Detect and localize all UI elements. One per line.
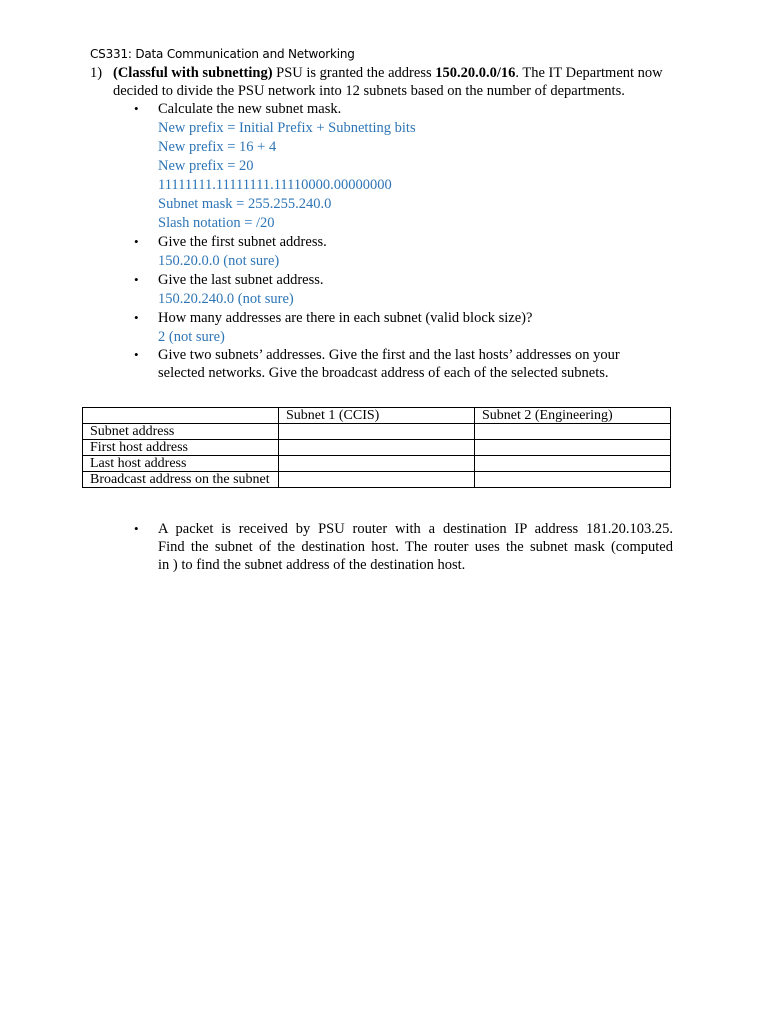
item-5-line-2: selected networks. Give the broadcast address of each of the selected subnets. [158,365,609,381]
table-cell[interactable] [279,440,475,456]
bullet-icon: • [134,347,139,362]
item-3-prompt: Give the last subnet address. [158,272,324,288]
table-cell[interactable] [475,472,671,488]
bullet-icon: • [134,310,139,325]
table-cell[interactable] [475,456,671,472]
document-header: CS331: Data Communication and Networking [90,47,355,61]
table-cell[interactable] [475,424,671,440]
table-cell[interactable] [475,440,671,456]
answer-line: Subnet mask = 255.255.240.0 [158,196,332,212]
item-6-line-1: A packet is received by PSU router with a destination IP address 181.20.103.25. [158,521,673,537]
answer-line: 150.20.240.0 (not sure) [158,291,294,307]
bullet-icon: • [134,272,139,287]
bullet-icon: • [134,521,139,536]
question-line-1 [113,64,693,82]
table-cell[interactable] [279,456,475,472]
table-row [83,472,671,488]
row-label: Last host address [83,456,279,472]
granted-address: 150.20.0.0/16 [435,65,516,81]
table-row [83,456,671,472]
item-5-line-1: Give two subnets’ addresses. Give the first and the last hosts’ addresses on your [158,347,620,363]
table-header-cell: Subnet 2 (Engineering) [475,408,671,424]
answer-line: New prefix = 20 [158,158,254,174]
item-4-prompt: How many addresses are there in each subnet (valid block size)? [158,310,533,326]
item-2-prompt: Give the first subnet address. [158,234,327,250]
question-number: 1) [90,65,103,81]
answer-line: Slash notation = /20 [158,215,275,231]
answer-line: New prefix = 16 + 4 [158,139,277,155]
question-title: (Classful with subnetting) [113,65,273,81]
table-cell [83,408,279,424]
subnet-table [82,407,671,488]
item-6-line-2: Find the subnet of the destination host. The router uses the subnet mask (computed [158,539,673,555]
bullet-icon: • [134,234,139,249]
table-header-cell: Subnet 1 (CCIS) [279,408,475,424]
row-label: Subnet address [83,424,279,440]
row-label: Broadcast address on the subnet [83,472,279,488]
answer-line: 2 (not sure) [158,329,225,345]
row-label: First host address [83,440,279,456]
table-cell[interactable] [279,424,475,440]
answer-line: 150.20.0.0 (not sure) [158,253,280,269]
question-text-b: . The IT Department now [515,65,663,81]
table-row [83,424,671,440]
table-cell[interactable] [279,472,475,488]
bullet-icon: • [134,101,139,116]
item-1-prompt: Calculate the new subnet mask. [158,101,342,117]
table-header-row [83,408,671,424]
question-line-2: decided to divide the PSU network into 12 subnets based on the number of departments. [113,83,625,99]
answer-line: New prefix = Initial Prefix + Subnetting bits [158,120,416,136]
answer-line: 11111111.11111111.11110000.00000000 [158,177,392,193]
question-text-a: PSU is granted the address [272,65,436,81]
table-row [83,440,671,456]
item-6-line-3: in ) to find the subnet address of the destination host. [158,557,466,573]
